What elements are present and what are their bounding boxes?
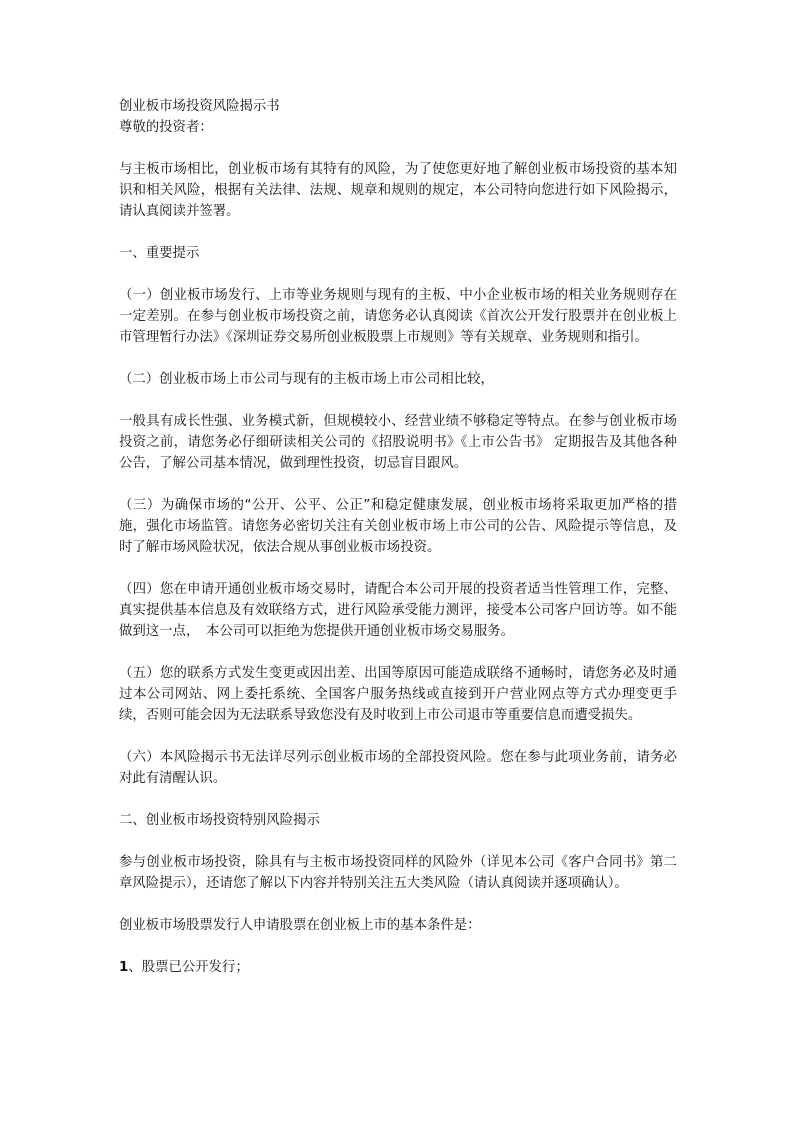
- condition-1-number: 1: [119, 960, 129, 975]
- condition-1: [119, 957, 677, 978]
- item-4-paragraph: （四）您在申请开通创业板市场交易时，请配合本公司开展的投资者适当性管理工作，完整、真实提供基本信息及有效联络方式，进行风险承受能力测评，接受本公司客户回访等。如不能做到这一点， 本公司可以拒绝为您提供开通创业板市场交易服务。: [119, 582, 677, 639]
- item-5-paragraph: （五）您的联系方式发生变更或因出差、出国等原因可能造成联络不通畅时，请您务必及时通过本公司网站、网上委托系统、全国客户服务热线或直接到开户营业网点等方式办理变更手续，否则可能会因为无法联系导致您没有及时收到上市公司退市等重要信息而遭受损失。: [119, 666, 677, 723]
- greeting: 尊敬的投资者：: [119, 120, 213, 135]
- item-2-continuation: 一般具有成长性强、业务模式新，但规模较小、经营业绩不够稳定等特点。在参与创业板市场投资之前，请您务必仔细研读相关公司的《招股说明书》《上市公告书》 定期报告及其他各种公告，了解公司基本情况，做到理性投资，切忌盲目跟风。: [119, 414, 677, 471]
- section1-heading: 一、重要提示: [119, 246, 200, 261]
- condition-1-text: 、股票已公开发行；: [128, 960, 249, 975]
- document-body: [119, 96, 677, 999]
- item-1-paragraph: （一）创业板市场发行、上市等业务规则与现有的主板、中小企业板市场的相关业务规则存在一定差别。在参与创业板市场投资之前，请您务必认真阅读《首次公开发行股票并在创业板上市管理暂行办法》《深圳证券交易所创业板股票上市规则》等有关规章、业务规则和指引。: [119, 288, 677, 345]
- section2-intro: 参与创业板市场投资，除具有与主板市场投资同样的风险外（详见本公司《客户合同书》第二章风险提示），还请您了解以下内容并特别关注五大类风险（请认真阅读并逐项确认）。: [119, 855, 677, 891]
- document-title: 创业板市场投资风险揭示书: [119, 99, 280, 114]
- item-3-paragraph: （三）为确保市场的“公开、公平、公正”和稳定健康发展，创业板市场将采取更加严格的措施，强化市场监管。请您务必密切关注有关创业板市场上市公司的公告、风险提示等信息，及时了解市场风险状况，依法合规从事创业板市场投资。: [119, 498, 677, 555]
- item-6-paragraph: （六）本风险揭示书无法详尽列示创业板市场的全部投资风险。您在参与此项业务前，请务必对此有清醒认识。: [119, 750, 677, 786]
- intro-paragraph: 与主板市场相比，创业板市场有其特有的风险，为了使您更好地了解创业板市场投资的基本知识和相关风险，根据有关法律、法规、规章和规则的规定，本公司特向您进行如下风险揭示，请认真阅读并签署。: [119, 162, 677, 219]
- item-2-paragraph: （二）创业板市场上市公司与现有的主板市场上市公司相比较，: [119, 372, 494, 387]
- section2-heading: 二、创业板市场投资特别风险揭示: [119, 813, 320, 828]
- conditions-heading: 创业板市场股票发行人申请股票在创业板上市的基本条件是：: [119, 918, 481, 933]
